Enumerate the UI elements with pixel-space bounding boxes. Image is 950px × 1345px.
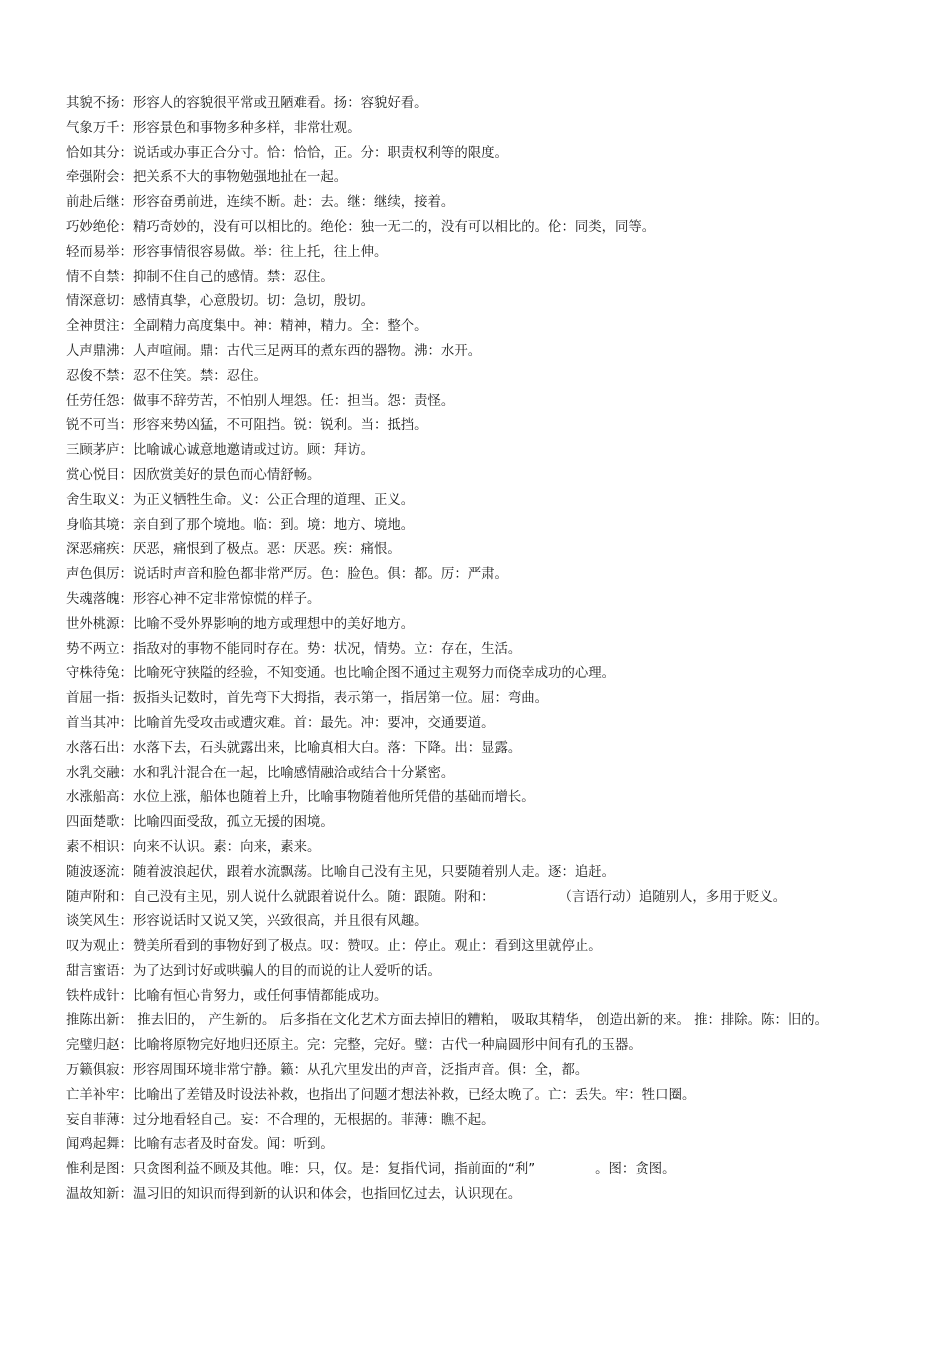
- idiom-entry: 气象万千：形容景色和事物多种多样，非常壮观。: [66, 120, 361, 136]
- idiom-entry: 深恶痛疾：厌恶，痛恨到了极点。恶：厌恶。疾：痛恨。: [66, 542, 401, 558]
- idiom-entry: 巧妙绝伦：精巧奇妙的，没有可以相比的。绝伦：独一无二的，没有可以相比的。伦：同类，同等。: [66, 219, 656, 235]
- idiom-entry: 身临其境：亲自到了那个境地。临：到。境：地方、境地。: [66, 517, 415, 533]
- idiom-entry-part: 惟利是图：只贪图利益不顾及其他。唯：只，仅。是：复指代词，指前面的“利”: [66, 1162, 536, 1178]
- idiom-entry: 首当其冲：比喻首先受攻击或遭灾难。首：最先。冲：要冲，交通要道。: [66, 715, 495, 731]
- idiom-entry: 赏心悦目：因欣赏美好的景色而心情舒畅。: [66, 467, 321, 483]
- idiom-entry: 叹为观止：赞美所看到的事物好到了极点。叹：赞叹。止：停止。观止：看到这里就停止。: [66, 939, 602, 955]
- idiom-entry: 情深意切：感情真挚，心意殷切。切：急切，殷切。: [66, 294, 374, 310]
- idiom-entry: 其貌不扬：形容人的容貌很平常或丑陋难看。扬：容貌好看。: [66, 96, 428, 111]
- idiom-entry: 亡羊补牢：比喻出了差错及时设法补救，也指出了问题才想法补救，已经太晚了。亡：丢失。牢：牲口圈。: [66, 1087, 696, 1103]
- idiom-entry: 舍生取义：为正义牺牲生命。义：公正合理的道理、正义。: [66, 492, 415, 508]
- idiom-entry: 声色俱厉：说话时声音和脸色都非常严厉。色：脸色。俱：都。厉：严肃。: [66, 567, 508, 583]
- idiom-entry: 温故知新：温习旧的知识而得到新的认识和体会，也指回忆过去，认识现在。: [66, 1187, 522, 1203]
- idiom-entry: [66, 1158, 896, 1183]
- idiom-entry: 水落石出：水落下去，石头就露出来，比喻真相大白。落：下降。出：显露。: [66, 740, 522, 756]
- idiom-entry-part: 随声附和：自己没有主见，别人说什么就跟着说什么。随：跟随。附和：: [66, 889, 495, 905]
- idiom-entry: 任劳任怨：做事不辞劳苦，不怕别人埋怨。任：担当。怨：责怪。: [66, 393, 455, 409]
- idiom-entry-part: 。图：贪图。: [595, 1162, 676, 1178]
- idiom-entry: 万籁俱寂：形容周围环境非常宁静。籁：从孔穴里发出的声音，泛指声音。俱：全，都。: [66, 1063, 589, 1079]
- idiom-entry: 轻而易举：形容事情很容易做。举：往上托，往上伸。: [66, 244, 388, 260]
- idiom-entry: 恰如其分：说话或办事正合分寸。恰：恰恰，正。分：职责权利等的限度。: [66, 145, 508, 161]
- idiom-entry: 四面楚歌：比喻四面受敌，孤立无援的困境。: [66, 815, 334, 831]
- idiom-entry: [66, 886, 896, 911]
- idiom-entry: 前赴后继：形容奋勇前进，连续不断。赴：去。继：继续，接着。: [66, 195, 455, 211]
- idiom-entry: 水涨船高：水位上涨，船体也随着上升，比喻事物随着他所凭借的基础而增长。: [66, 790, 535, 806]
- idiom-entry: 守株待兔：比喻死守狭隘的经验，不知变通。也比喻企图不通过主观努力而侥幸成功的心理。: [66, 666, 616, 682]
- idiom-entry: 锐不可当：形容来势凶猛，不可阻挡。锐：锐利。当：抵挡。: [66, 418, 428, 434]
- idiom-entry: 人声鼎沸：人声喧闹。鼎：古代三足两耳的煮东西的器物。沸：水开。: [66, 343, 482, 359]
- idiom-entry: 情不自禁：抑制不住自己的感情。禁：忍住。: [66, 269, 334, 285]
- idiom-entry: 素不相识：向来不认识。素：向来，素来。: [66, 839, 321, 855]
- idiom-entry: 铁杵成针：比喻有恒心肯努力，或任何事情都能成功。: [66, 988, 388, 1004]
- idiom-entry: 谈笑风生：形容说话时又说又笑，兴致很高，并且很有风趣。: [66, 914, 428, 930]
- idiom-entry: 三顾茅庐：比喻诚心诚意地邀请或过访。顾：拜访。: [66, 443, 374, 459]
- idiom-entry: 全神贯注：全副精力高度集中。神：精神，精力。全：整个。: [66, 319, 428, 335]
- idiom-entry: 随波逐流：随着波浪起伏，跟着水流飘荡。比喻自己没有主见，只要随着别人走。逐：追赶。: [66, 864, 616, 880]
- idiom-entry: 妄自菲薄：过分地看轻自己。妄：不合理的，无根据的。菲薄：瞧不起。: [66, 1112, 495, 1128]
- idiom-list: [66, 92, 896, 1208]
- idiom-entry: 水乳交融：水和乳汁混合在一起，比喻感情融洽或结合十分紧密。: [66, 765, 455, 781]
- idiom-entry: 失魂落魄：形容心神不定非常惊慌的样子。: [66, 591, 321, 607]
- idiom-entry: 推陈出新： 推去旧的， 产生新的。 后多指在文化艺术方面去掉旧的糟粕， 吸取其精华， 创造出新的来。 推：排除。陈：旧的。: [66, 1013, 829, 1029]
- idiom-entry: 牵强附会：把关系不大的事物勉强地扯在一起。: [66, 170, 348, 186]
- idiom-entry-part: （言语行动）追随别人，多用于贬义。: [558, 889, 787, 905]
- idiom-entry: 甜言蜜语：为了达到讨好或哄骗人的目的而说的让人爱听的话。: [66, 963, 441, 979]
- idiom-entry: 势不两立：指敌对的事物不能同时存在。势：状况，情势。立：存在，生活。: [66, 641, 522, 657]
- idiom-entry: 忍俊不禁：忍不住笑。禁：忍住。: [66, 368, 267, 384]
- idiom-entry: 闻鸡起舞：比喻有志者及时奋发。闻：听到。: [66, 1137, 334, 1153]
- idiom-entry: 世外桃源：比喻不受外界影响的地方或理想中的美好地方。: [66, 616, 415, 632]
- idiom-entry: 完璧归赵：比喻将原物完好地归还原主。完：完整，完好。璧：古代一种扁圆形中间有孔的玉器。: [66, 1038, 642, 1054]
- idiom-entry: 首屈一指：扳指头记数时，首先弯下大拇指，表示第一，指居第一位。屈：弯曲。: [66, 691, 549, 707]
